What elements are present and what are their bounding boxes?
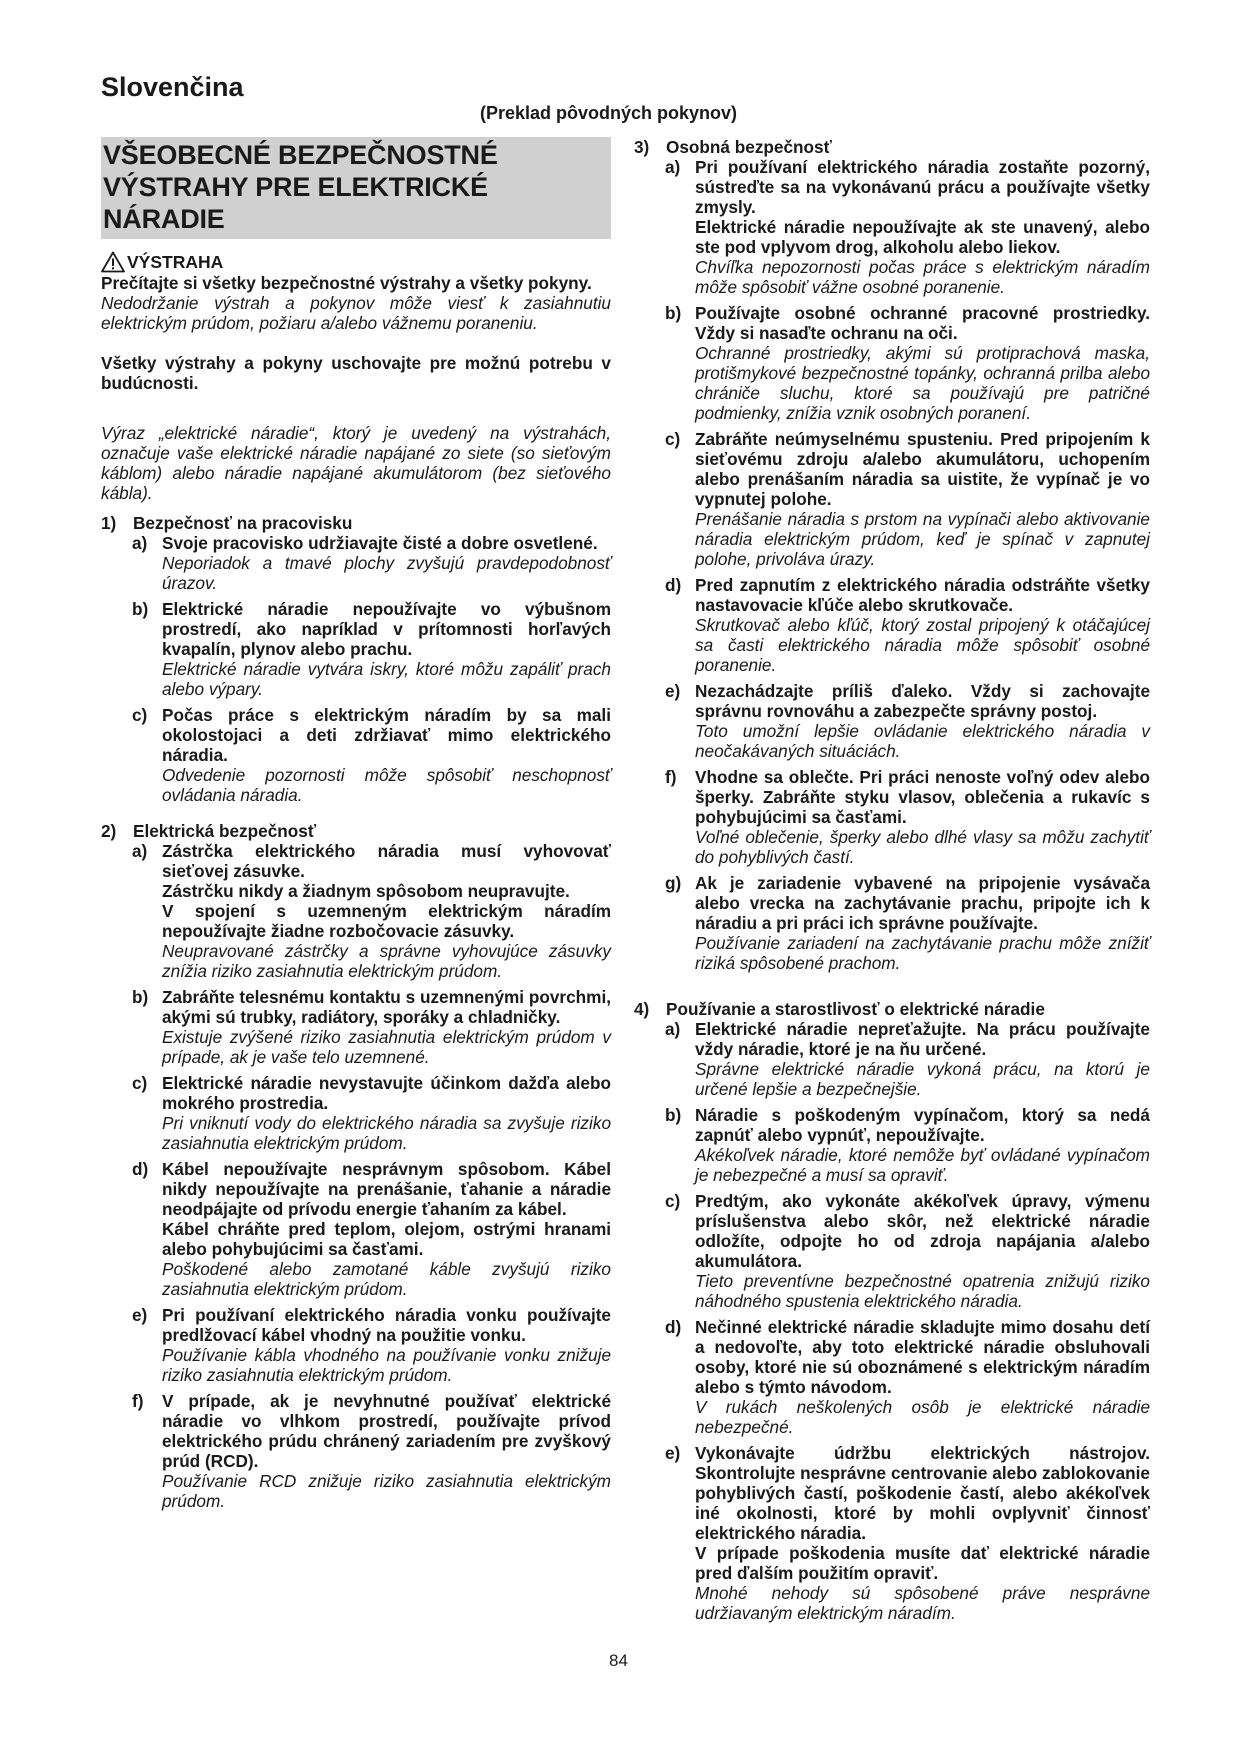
list-item	[634, 1105, 1150, 1185]
item-text	[162, 599, 611, 699]
language-heading: Slovenčina	[101, 72, 244, 102]
warning-label: VÝSTRAHA	[127, 252, 224, 272]
item-text	[695, 1019, 1150, 1099]
item-label: b)	[665, 1105, 682, 1125]
item-label: a)	[665, 157, 681, 177]
item-text	[695, 767, 1150, 867]
list-item	[634, 575, 1150, 675]
list-item	[634, 1317, 1150, 1437]
title-line: NÁRADIE	[103, 204, 225, 234]
item-instruction: Elektrické náradie nepoužívajte vo výbušnom prostredí, ako napríklad v prítomnosti horľavých kvapalín, plynov alebo prachu.	[162, 599, 611, 659]
item-instruction: V prípade poškodenia musíte dať elektrické náradie pred ďalším použitím opraviť.	[695, 1543, 1150, 1583]
section-heading	[634, 137, 1150, 157]
item-explanation: Akékoľvek náradie, ktoré nemôže byť ovládané vypínačom je nebezpečné a musí sa opraviť.	[695, 1145, 1150, 1185]
page-number: 84	[609, 1651, 628, 1670]
item-explanation: Ochranné prostriedky, akými sú protiprachová maska, protišmykové bezpečnostné topánky, ochranná prilba alebo chrániče sluchu, ktoré sa používajú pre patričné podmienky, znížia vznik osobných poranení.	[695, 343, 1150, 423]
item-label: f)	[132, 1391, 144, 1411]
section-title: Používanie a starostlivosť o elektrické náradie	[666, 999, 1045, 1019]
item-instruction: Počas práce s elektrickým náradím by sa mali okolostojaci a deti zdržiavať mimo elektrického náradia.	[162, 705, 611, 765]
item-text	[695, 157, 1150, 297]
list-item	[634, 1019, 1150, 1099]
list-item	[101, 599, 611, 699]
item-instruction: V prípade, ak je nevyhnutné používať elektrické náradie vo vlhkom prostredí, používajte prívod elektrického prúdu chránený zariadením pre zvyškový prúd (RCD).	[162, 1391, 611, 1471]
item-label: c)	[665, 429, 681, 449]
item-explanation: Poškodené alebo zamotané káble zvyšujú riziko zasiahnutia elektrickým prúdom.	[162, 1259, 611, 1299]
item-text	[695, 1191, 1150, 1311]
warning-read-all: Prečítajte si všetky bezpečnostné výstrahy a všetky pokyny.	[101, 273, 592, 293]
item-label: c)	[132, 1073, 148, 1093]
warning-keep: Všetky výstrahy a pokyny uschovajte pre možnú potrebu v budúcnosti.	[101, 353, 611, 393]
section	[634, 137, 1150, 979]
item-explanation: Neporiadok a tmavé plochy zvyšujú pravdepodobnosť úrazov.	[162, 553, 611, 593]
translation-subtitle: (Preklad pôvodných pokynov)	[480, 103, 738, 123]
section-title: Osobná bezpečnosť	[666, 137, 832, 157]
item-label: a)	[665, 1019, 681, 1039]
warning-triangle-icon	[101, 251, 125, 273]
item-instruction: Zabráňte telesnému kontaktu s uzemnenými povrchmi, akými sú trubky, radiátory, sporáky a chladničky.	[162, 987, 611, 1027]
item-instruction: Predtým, ako vykonáte akékoľvek úpravy, výmenu príslušenstva alebo skôr, než elektrické náradie odložíte, odpojte ho od zdroja napájania a/alebo akumulátora.	[695, 1191, 1150, 1271]
section-heading	[101, 513, 611, 533]
item-text	[695, 575, 1150, 675]
item-instruction: Nezachádzajte príliš ďaleko. Vždy si zachovajte správnu rovnováhu a zabezpečte správny postoj.	[695, 681, 1150, 721]
item-explanation: Voľné oblečenie, šperky alebo dlhé vlasy sa môžu zachytiť do pohyblivých častí.	[695, 827, 1150, 867]
item-instruction: Vhodne sa oblečte. Pri práci nenoste voľný odev alebo šperky. Zabráňte styku vlasov, oblečenia a rukavíc s pohybujúcimi sa časťami.	[695, 767, 1150, 827]
item-text	[695, 1443, 1150, 1623]
item-instruction: Pri používaní elektrického náradia vonku používajte predlžovací kábel vhodný na použitie vonku.	[162, 1305, 611, 1345]
section-title: Elektrická bezpečnosť	[133, 821, 317, 841]
list-item	[101, 1073, 611, 1153]
item-instruction: Používajte osobné ochranné pracovné prostriedky. Vždy si nasaďte ochranu na oči.	[695, 303, 1150, 343]
item-label: d)	[665, 575, 682, 595]
item-explanation: Používanie RCD znižuje riziko zasiahnutia elektrickým prúdom.	[162, 1471, 611, 1511]
section-heading	[634, 999, 1150, 1019]
item-text	[695, 1317, 1150, 1437]
item-instruction: Náradie s poškodeným vypínačom, ktorý sa nedá zapnúť alebo vypnúť, nepoužívajte.	[695, 1105, 1150, 1145]
list-item	[634, 303, 1150, 423]
item-text	[162, 705, 611, 805]
section	[101, 821, 611, 1517]
list-item	[101, 841, 611, 981]
item-text	[695, 303, 1150, 423]
list-item	[634, 1191, 1150, 1311]
item-explanation: Elektrické náradie vytvára iskry, ktoré môžu zapáliť prach alebo výpary.	[162, 659, 611, 699]
item-text	[162, 1305, 611, 1385]
item-label: c)	[665, 1191, 681, 1211]
item-label: f)	[665, 767, 677, 787]
item-explanation: Toto umožní lepšie ovládanie elektrického náradia v neočakávaných situáciách.	[695, 721, 1150, 761]
item-label: b)	[132, 599, 149, 619]
item-explanation: Neupravované zástrčky a správne vyhovujúce zásuvky znížia riziko zasiahnutia elektrickým prúdom.	[162, 941, 611, 981]
item-label: a)	[132, 533, 148, 553]
item-text	[695, 429, 1150, 569]
item-instruction: Zabráňte neúmyselnému spusteniu. Pred pripojením k sieťovému zdroju a/alebo akumulátoru, uchopením alebo prenášaním náradia sa uistite, že vypínač je vo vypnutej polohe.	[695, 429, 1150, 509]
item-label: g)	[665, 873, 682, 893]
item-text	[162, 1391, 611, 1511]
left-column	[101, 137, 611, 1517]
item-text	[162, 533, 611, 593]
power-tool-definition: Výraz „elektrické náradie“, ktorý je uvedený na výstrahách, označuje vaše elektrické náradie napájané zo siete (so sieťovým káblom) alebo náradie napájané akumulátorom (bez sieťového kábla).	[101, 423, 611, 503]
item-text	[162, 841, 611, 981]
item-label: d)	[132, 1159, 149, 1179]
item-instruction: Kábel nepoužívajte nesprávnym spôsobom. Kábel nikdy nepoužívajte na prenášanie, ťahanie a náradie neodpájajte od prívodu energie ťahaním za kábel.	[162, 1159, 611, 1219]
list-item	[634, 681, 1150, 761]
section-number: 2)	[101, 821, 117, 841]
title-line: VÝSTRAHY PRE ELEKTRICKÉ	[103, 172, 488, 202]
item-instruction: Elektrické náradie nevystavujte účinkom dažďa alebo mokrého prostredia.	[162, 1073, 611, 1113]
warning-heading	[101, 251, 611, 273]
section	[634, 999, 1150, 1629]
right-column	[634, 137, 1150, 1629]
section-number: 4)	[634, 999, 650, 1019]
item-explanation: Mnohé nehody sú spôsobené práve nesprávne udržiavaným elektrickým náradím.	[695, 1583, 1150, 1623]
list-item	[101, 533, 611, 593]
item-instruction: Zástrčka elektrického náradia musí vyhovovať sieťovej zásuvke.	[162, 841, 611, 881]
item-instruction: Zástrčku nikdy a žiadnym spôsobom neupravujte.	[162, 881, 570, 901]
list-item	[101, 705, 611, 805]
section-number: 3)	[634, 137, 650, 157]
item-explanation: Pri vniknutí vody do elektrického náradia sa zvyšuje riziko zasiahnutia elektrickým prúdom.	[162, 1113, 611, 1153]
item-explanation: Tieto preventívne bezpečnostné opatrenia znižujú riziko náhodného spustenia elektrického náradia.	[695, 1271, 1150, 1311]
item-instruction: Elektrické náradie nepoužívajte ak ste unavený, alebo ste pod vplyvom drog, alkoholu alebo liekov.	[695, 217, 1150, 257]
list-item	[634, 429, 1150, 569]
item-label: c)	[132, 705, 148, 725]
section-number: 1)	[101, 513, 117, 533]
list-item	[101, 987, 611, 1067]
section-title: Bezpečnosť na pracovisku	[133, 513, 353, 533]
item-instruction: Svoje pracovisko udržiavajte čisté a dobre osvetlené.	[162, 533, 598, 553]
item-instruction: Pri používaní elektrického náradia zostaňte pozorný, sústreďte sa na vykonávanú prácu a používajte všetky zmysly.	[695, 157, 1150, 217]
item-label: d)	[665, 1317, 682, 1337]
item-label: b)	[665, 303, 682, 323]
item-explanation: Chvíľka nepozornosti počas práce s elektrickým náradím môže spôsobiť vážne osobné poranenie.	[695, 257, 1150, 297]
item-instruction: Kábel chráňte pred teplom, olejom, ostrými hranami alebo pohybujúcimi sa časťami.	[162, 1219, 611, 1259]
item-explanation: Existuje zvýšené riziko zasiahnutia elektrickým prúdom v prípade, ak je vaše telo uzemnené.	[162, 1027, 611, 1067]
item-explanation: Prenášanie náradia s prstom na vypínači alebo aktivovanie náradia elektrickým prúdom, keď je spínač v zapnutej polohe, privoláva úrazy.	[695, 509, 1150, 569]
item-instruction: Elektrické náradie nepreťažujte. Na prácu používajte vždy náradie, ktoré je na ňu určené.	[695, 1019, 1150, 1059]
list-item	[634, 1443, 1150, 1623]
item-explanation: V rukách neškolených osôb je elektrické náradie nebezpečné.	[695, 1397, 1150, 1437]
list-item	[101, 1305, 611, 1385]
item-instruction: Pred zapnutím z elektrického náradia odstráňte všetky nastavovacie kľúče alebo skrutkovače.	[695, 575, 1150, 615]
item-label: e)	[665, 1443, 681, 1463]
item-explanation: Odvedenie pozornosti môže spôsobiť neschopnosť ovládania náradia.	[162, 765, 611, 805]
section-heading	[101, 821, 611, 841]
item-explanation: Skrutkovač alebo kľúč, ktorý zostal pripojený k otáčajúcej sa časti elektrického náradia môže spôsobiť osobné poranenie.	[695, 615, 1150, 675]
item-text	[695, 873, 1150, 973]
item-instruction: Nečinné elektrické náradie skladujte mimo dosahu detí a nedovoľte, aby toto elektrické náradie obsluhovali osoby, ktoré nie sú oboznámené s elektrickým náradím alebo s týmto návodom.	[695, 1317, 1150, 1397]
list-item	[101, 1391, 611, 1511]
list-item	[634, 157, 1150, 297]
document-title	[101, 137, 611, 239]
item-instruction: Vykonávajte údržbu elektrických nástrojov. Skontrolujte nesprávne centrovanie alebo zablokovanie pohyblivých častí, poškodenie častí, alebo akékoľvek iné okolnosti, ktoré by mohli ovplyvniť činnosť elektrického náradia.	[695, 1443, 1150, 1543]
list-item	[634, 873, 1150, 973]
list-item	[101, 1159, 611, 1299]
item-text	[695, 1105, 1150, 1185]
item-label: e)	[132, 1305, 148, 1325]
warning-consequence: Nedodržanie výstrah a pokynov môže viesť k zasiahnutiu elektrickým prúdom, požiaru a/alebo vážnemu poraneniu.	[101, 293, 611, 333]
section	[101, 513, 611, 811]
item-text	[695, 681, 1150, 761]
item-text	[162, 987, 611, 1067]
title-line: VŠEOBECNÉ BEZPEČNOSTNÉ	[103, 140, 498, 170]
list-item	[634, 767, 1150, 867]
item-explanation: Správne elektrické náradie vykoná prácu, na ktorú je určené lepšie a bezpečnejšie.	[695, 1059, 1150, 1099]
item-text	[162, 1159, 611, 1299]
item-label: e)	[665, 681, 681, 701]
item-explanation: Používanie kábla vhodného na používanie vonku znižuje riziko zasiahnutia elektrickým prúdom.	[162, 1345, 611, 1385]
item-instruction: V spojení s uzemneným elektrickým náradím nepoužívajte žiadne rozbočovacie zásuvky.	[162, 901, 611, 941]
item-label: a)	[132, 841, 148, 861]
item-label: b)	[132, 987, 149, 1007]
item-explanation: Používanie zariadení na zachytávanie prachu môže znížiť riziká spôsobené prachom.	[695, 933, 1150, 973]
item-instruction: Ak je zariadenie vybavené na pripojenie vysávača alebo vrecka na zachytávanie prachu, pripojte ich k náradiu a pri práci ich správne používajte.	[695, 873, 1150, 933]
item-text	[162, 1073, 611, 1153]
